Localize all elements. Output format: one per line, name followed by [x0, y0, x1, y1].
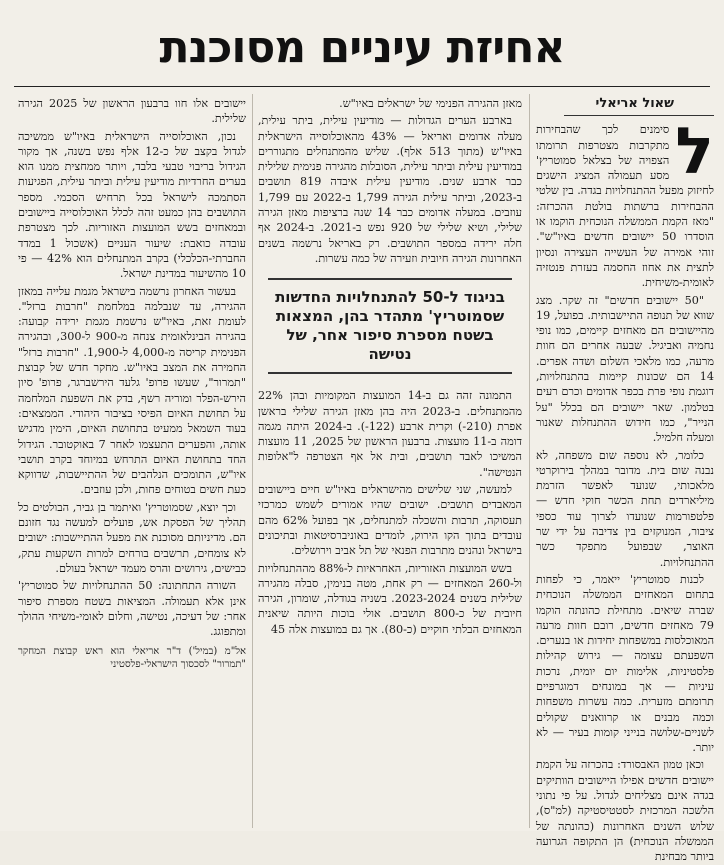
paragraph: בעשור האחרון נרשמה בישראל מגמת עלייה במאזן ההגירה, עד שנבלמה במלחמת "חרבות ברזל". לעומת זאת, באיו"ש נרשמת מגמת ירידה קבועה: בהגירה הבינלאומית צנחה מ-900 ל-300, ובהגירה הפנימית קריסה מ-4,000 ל-1,900. "חרבות ברזל" החמירה את המצב באיו"ש. מחקר חדש של קבוצת "תמרור", שעשו פרופ' גלעד הירשברגר, פרופ' סיון הירש-הפלר ומוריה רשף, בדק את השפעת המלחמה על תחושת האיום הפיסי בציבור היהודי. הממצאים: בעוד השמאל ממעיט בתחושת האיום, הימין מדגיש אותה, והפערים התעצמו לאחר 7 באוקטובר. הגידול החד בתחושת האיום התרחש במיוחד בקרב תושבי איו"ש, התומכים הנלהבים של ההתיישבות, שדווקא כעת חשים בטוחים פחות, ולכן עוזבים. [18, 284, 247, 497]
paragraph: וכך יוצא, שסמוטריץ' ואיתמר בן גביר, הבולטים כל תהליך של הפסקת אש, פועלים למעשה נגד חזונם הם. מדיניותם מסוכנת את מפעל ההתיישבות: ישובים לא צומחים, תרשבים בורחים למרות השקעות עתק, כבישים, גירושים והרס מעמד ישראל בעולם. [18, 500, 246, 575]
column-2 [258, 96, 522, 828]
column-1 [536, 96, 714, 864]
drop-cap: ל [675, 115, 714, 190]
paragraph: לכנות סמוטריץ' ייאמר, כי לפחות בתחום המאחזים הממשלה הנוכחית שברה שיאים. מתחילת כהונתה הוקמו 79 מאחזים חדשים, רובם חוות מרעה המאוכלסות במשפחות יחידות או בנערים. השפעתם עצומה — גירוש קהילות פלסטיניות, אלימות יום יומית, נרכות עיניות — אך במונחים דמוגרפיים תרומתם מזערית. כמה עשרות משפחות וכמה מבנים או קרוואנים שקולים לשניים-שלושה בנייני קומות בעיר — לא יותר. [536, 572, 714, 755]
paragraph: בשש המועצות האזוריות, האחראיות ל-88% מההתנחלויות ול-260 המאחזים — רק אחת, מטה בנימין, סבלה מהגירה שלילית בשנים 2023-2024. בשניה בגודלה, שומרון, הגירה חיובית של כ-800 תושבים. אולי בוכות היותה שיאנית המאחזים הבלתי חוקיים (כ-80). אך גם במועצות אלה 45 [258, 561, 522, 636]
paragraph: בארבע הערים הגדולות — מודיעין עילית, ביתר עילית, מעלה אדומים ואריאל — 43% מהאוכלוסייה הישראלית באיו"ש (מתוך 513 אלף). שליש מהמתנחלים מתגוררים במודיעין עילית וביתר עילית, הסובלות מהגירה פנימית שלילית כבר ארבע שנים. מודיעין עילית איבדה 819 תושבים ב-2023, וביתר עילית הגירה 1,799 ב-2022 עם 1,799 עוזבים. במעלה אדומים כבר 14 שנה ברציפות מאזן הגירה שלילי, ושיא שלילי של 920 נפש ב-2021. ב-2024 אף חלה ירידה במספר התושבים. רק באריאל נרשמה בשנים האחרונות הגירה חיובית וזעירה של כמה עשרות. [258, 114, 523, 265]
column-divider [252, 94, 253, 828]
paragraph: מאזן ההגירה הפנימי של ישראלים באיו"ש. [339, 97, 522, 110]
headline-rule [14, 86, 710, 87]
paragraph: למעשה, שני שלישים מהישראלים באיו"ש חיים ביישובים המאבדים תושבים. ישובים שהיו אמורים לשמש כמרכזי תעסוקה, תרבות והשכלה למתנחלים, אך בפועל 62% מהם עובדים בתוך הקו הירוק, לומדים באוניברסיטאות ובתיכונים בישראל ונהנים מתרבות הפנאי של תל אביב וירושלים. [258, 483, 522, 558]
headline: אחיזת עיניים מסוכנת [159, 21, 565, 73]
paragraph: נכון, האוכלוסייה הישראלית באיו"ש ממשיכה לגדול בקצב של כ-12 אלף נפש בשנה, אך מקור הגידול בריבוי טבעי בלבד, ויותר ממחצית ממנו הוא בערים החרדיות מודיעין עילית וביתר עילית, הפגיעות הסתמכה לישראל בכל תרחיש הסכמי. מספר התושבים בהן כמעט זהה לכלל האוכלוסייה ביישובים ובמאחזים בשש המועצות האזוריות. לכך מצטרפת עובדה כואבת: שיעור העניים (אשכול 1 במדד החברתי-הכלכלי) בקרב המתנחלים הוא 42% — פי 10 מהשיעור במדינת ישראל. [18, 129, 247, 281]
column-divider [529, 94, 530, 828]
paragraph: "50 יישובים חדשים" זה שקר. מצג שווא של תנופה התיישבותית. בפועל, 19 מהיישובים הם מאחזים קיימים, כמו נופי נחמיה ואביגיל. שבעה אחרים הם חוות מרעה, כמו מלאכי השלום ושדה אפרים. 14 הם שכונות קיימות בהתנחלויות, דוגמת נופי פרת בכפר אדומים וכרם רעים בטלמון. שאר יישובים הם בכלל "על הנייר", כמו חידוש ההתנחלות שאנור ומעלה חלמיל. [536, 293, 714, 445]
paragraph: סימנים לכך שהבחירות מתקרבות מצטרפות תרומתו הצפויה של בצלאל סמוטריץ' מסע תעמולה המציג הישגים לחיזוק מפעל ההתנחלויות בגדה. בין שלטי ההבחירות ברשתות בולטת ההכרזה: "מאז הקמת הממשלה הנוכחית הוקמו או הוסדרו 50 יישובים חדשים באיו"ש". זוהי אמירה של העשייה העצירה ונסיון לתצית את אחוז החסמה בעזרת פנטזיה לאומית-משיחית. [536, 123, 714, 290]
paragraph: יישובים אלו חוו ברבעון הראשון של 2025 הגירה שלילית. [18, 97, 246, 126]
paragraph: התמונה זהה גם ב-14 המועצות המקומיות ובהן 22% מהמתנחלים. ב-2023 היה בהן מאזן הגירה שלילי בראשן אפרת (210-) וקרית ארבע (122-). ב-2024 היתה מגמה דומה ב-11 מועצות. ברבעון הראשון של 2025, 11 מועצות המשיכו לאבד תושבים, ובית אל אף הצטרפה ל"אלופות הנטישה". [258, 389, 522, 479]
column-3 [18, 96, 246, 828]
author-note: אל"מ (במיל') ד"ר אריאלי הוא ראש קבוצת המחקר "תמרור" לסכסוך הישראלי-פלסטיני [18, 646, 246, 671]
byline: שאול אריאלי [564, 96, 714, 116]
paragraph: כלומר, לא נוספה שום משפחה, לא נבנה שום בית. מדובר במהלך בירוקרטי מלאכותי, שנועד לאפשר הזרמת מיליארדים תחת הכשר חוקי חדש — פלטפורמות שנועדו לצרוך עוד כספי ציבור, המנוקזים בין צדיבה על ידי שר האוצר, שבפועל מתפקד כשר ההתנחלויות. [536, 448, 714, 569]
paragraph: וכאן טמון האבסורד: בהכרזה על הקמת יישובים חדשים אפילו היישובים הוותיקים בגדה אינם מצליחים לגדול. על פי נתוני הלשכה המרכזית לסטטיסטיקה (למ"ס), שלוש השנים האחרונות (כהונתה של הממשלה הנוכחית) הן התקופה הגרועה ביותר מבחינת [536, 758, 714, 864]
pull-quote: בניגוד ל-50 להתנחלויות החדשות שסמוטריץ' מתהדר בהן, המצאות בשטח מספרת סיפור אחר, של נטישה [268, 278, 512, 374]
paragraph: השורה התחתונה: 50 ההתנחלויות של סמוטריץ' אינן אלא תעמולה. המציאות בשטח מספרת סיפור אחר: של דעיכה, נטישה, וחלום לאומי-משיחי ההולך ומתפוגג. [18, 579, 246, 639]
